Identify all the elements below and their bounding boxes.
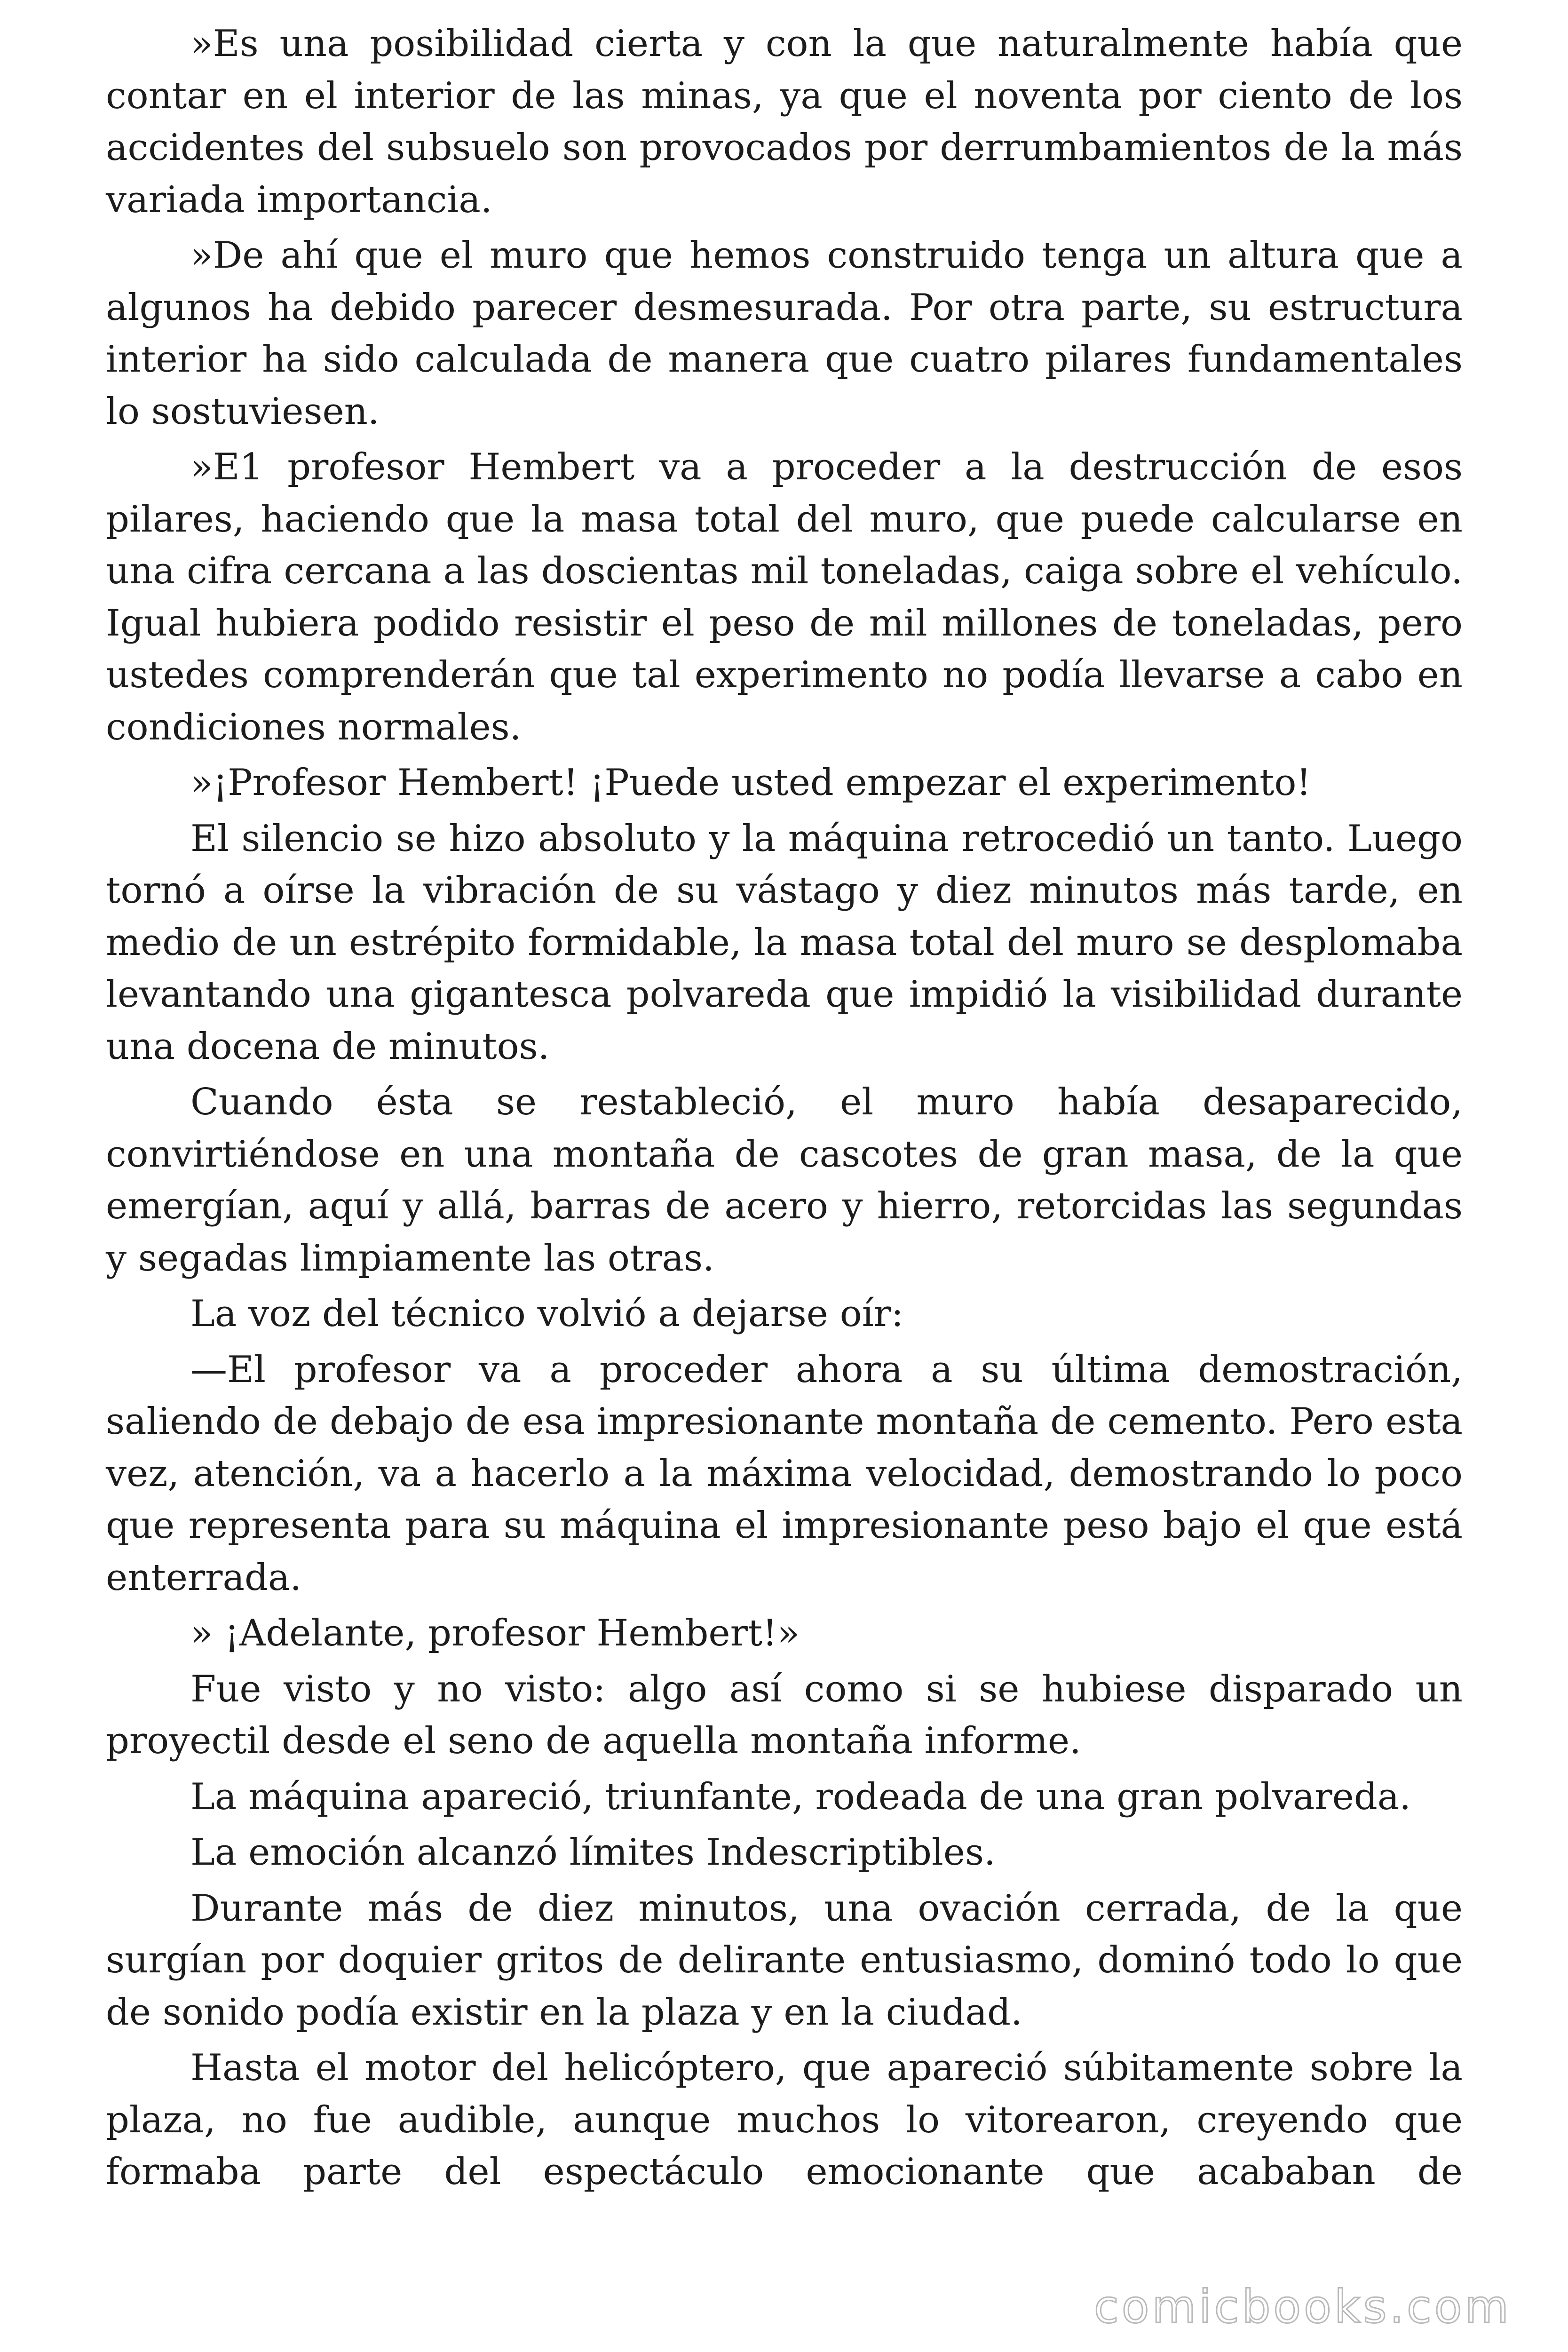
paragraph-12: La emoción alcanzó límites Indescriptibles.: [190, 1831, 996, 1874]
paragraph-11: La máquina apareció, triunfante, rodeada de una gran polvareda.: [190, 1775, 1411, 1818]
paragraph-3: »E1 profesor Hembert va a proceder a la destrucción de esos pilares, haciendo que la masa total del muro, que puede calcularse en una cifra cercana a las doscientas mil toneladas, caiga sobre el vehículo. Igual hubiera podido resistir el peso de mil millones de toneladas, pero ustedes comprenderán que tal experimento no podía llevarse a cabo en condiciones normales.: [106, 446, 1463, 748]
paragraph-7: La voz del técnico volvió a dejarse oír:: [190, 1293, 904, 1335]
watermark-logo: comicbooks.com: [1093, 2280, 1512, 2333]
paragraph-5: El silencio se hizo absoluto y la máquina retrocedió un tanto. Luego tornó a oírse la vibración de su vástago y diez minutos más tarde, en medio de un estrépito formidable, la masa total del muro se desplomaba levantando una gigantesca polvareda que impidió la visibilidad durante una docena de minutos.: [106, 817, 1463, 1068]
paragraph-4: »¡Profesor Hembert! ¡Puede usted empezar el experimento!: [190, 762, 1311, 804]
paragraph-6: Cuando ésta se restableció, el muro había desaparecido, convirtiéndose en una montaña de cascotes de gran masa, de la que emergían, aquí y allá, barras de acero y hierro, retorcidas las segundas y segadas limpiamente las otras.: [106, 1081, 1463, 1279]
document-page: [106, 18, 1463, 2323]
paragraph-10: Fue visto y no visto: algo así como si se hubiese disparado un proyectil desde el seno de aquella montaña informe.: [106, 1668, 1463, 1762]
paragraph-8: —El profesor va a proceder ahora a su última demostración, saliendo de debajo de esa impresionante montaña de cemento. Pero esta vez, atención, va a hacerlo a la máxima velocidad, demostrando lo poco que representa para su máquina el impresionante peso bajo el que está enterrada.: [106, 1348, 1463, 1599]
paragraph-14: Hasta el motor del helicóptero, que apareció súbitamente sobre la plaza, no fue audible, aunque muchos lo vitorearon, creyendo que formaba parte del espectáculo emocionante que acababan de: [106, 2047, 1463, 2193]
paragraph-9: » ¡Adelante, profesor Hembert!»: [190, 1612, 800, 1654]
paragraph-2: »De ahí que el muro que hemos construido tenga un altura que a algunos ha debido parecer desmesurada. Por otra parte, su estructura interior ha sido calculada de manera que cuatro pilares fundamentales lo sostuviesen.: [106, 234, 1463, 433]
paragraph-1: »Es una posibilidad cierta y con la que naturalmente había que contar en el interior de las minas, ya que el noventa por ciento de los accidentes del subsuelo son provocados por derrumbamientos de la más variada importancia.: [106, 23, 1463, 221]
paragraph-13: Durante más de diez minutos, una ovación cerrada, de la que surgían por doquier gritos de delirante entusiasmo, dominó todo lo que de sonido podía existir en la plaza y en la ciudad.: [106, 1887, 1463, 2034]
